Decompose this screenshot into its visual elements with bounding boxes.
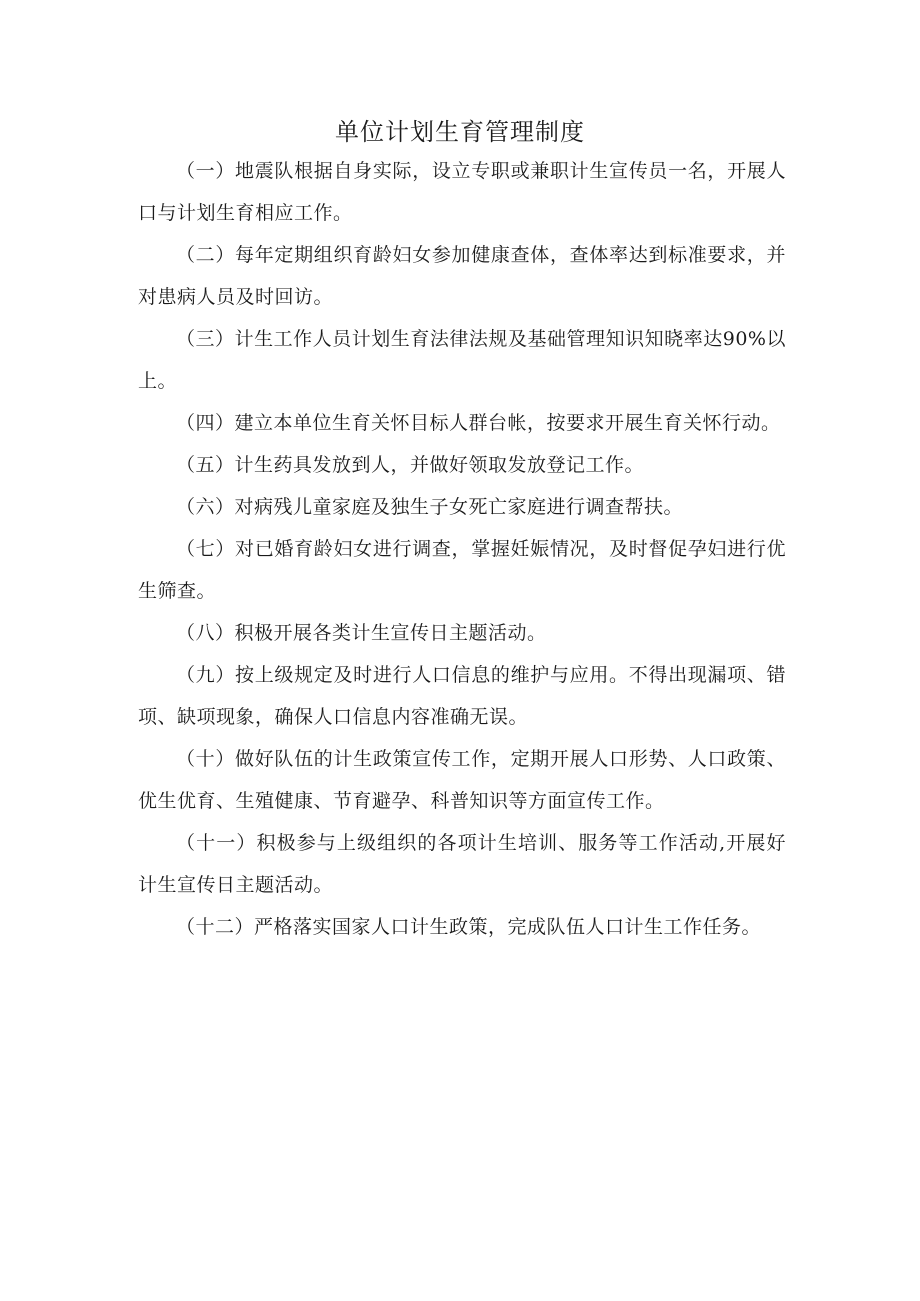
clause-9: （九）按上级规定及时进行人口信息的维护与应用。不得出现漏项、错项、缺项现象，确保人口信息内容准确无误。 xyxy=(138,664,786,728)
clause-10: （十）做好队伍的计生政策宣传工作，定期开展人口形势、人口政策、优生优育、生殖健康、节育避孕、科普知识等方面宣传工作。 xyxy=(138,748,786,812)
clause-5: （五）计生药具发放到人，并做好领取发放登记工作。 xyxy=(176,454,645,476)
clause-6: （六）对病残儿童家庭及独生子女死亡家庭进行调查帮扶。 xyxy=(176,496,684,518)
clause-2: （二）每年定期组织育龄妇女参加健康查体，查体率达到标准要求，并对患病人员及时回访。 xyxy=(138,244,786,308)
document-title: 单位计划生育管理制度 xyxy=(335,118,585,146)
clause-8: （八）积极开展各类计生宣传日主题活动。 xyxy=(176,622,547,644)
clause-1: （一）地震队根据自身实际，设立专职或兼职计生宣传员一名，开展人口与计划生育相应工作。 xyxy=(138,160,786,224)
clause-7: （七）对已婚育龄妇女进行调查，掌握妊娠情况，及时督促孕妇进行优生筛查。 xyxy=(138,538,786,602)
clause-12: （十二）严格落实国家人口计生政策，完成队伍人口计生工作任务。 xyxy=(176,916,762,938)
clause-11: （十一）积极参与上级组织的各项计生培训、服务等工作活动,开展好计生宣传日主题活动。 xyxy=(138,832,786,896)
clause-list xyxy=(138,150,786,948)
clause-3: （三）计生工作人员计划生育法律法规及基础管理知识知晓率达90%以上。 xyxy=(138,328,786,392)
clause-4: （四）建立本单位生育关怀目标人群台帐，按要求开展生育关怀行动。 xyxy=(176,412,781,434)
